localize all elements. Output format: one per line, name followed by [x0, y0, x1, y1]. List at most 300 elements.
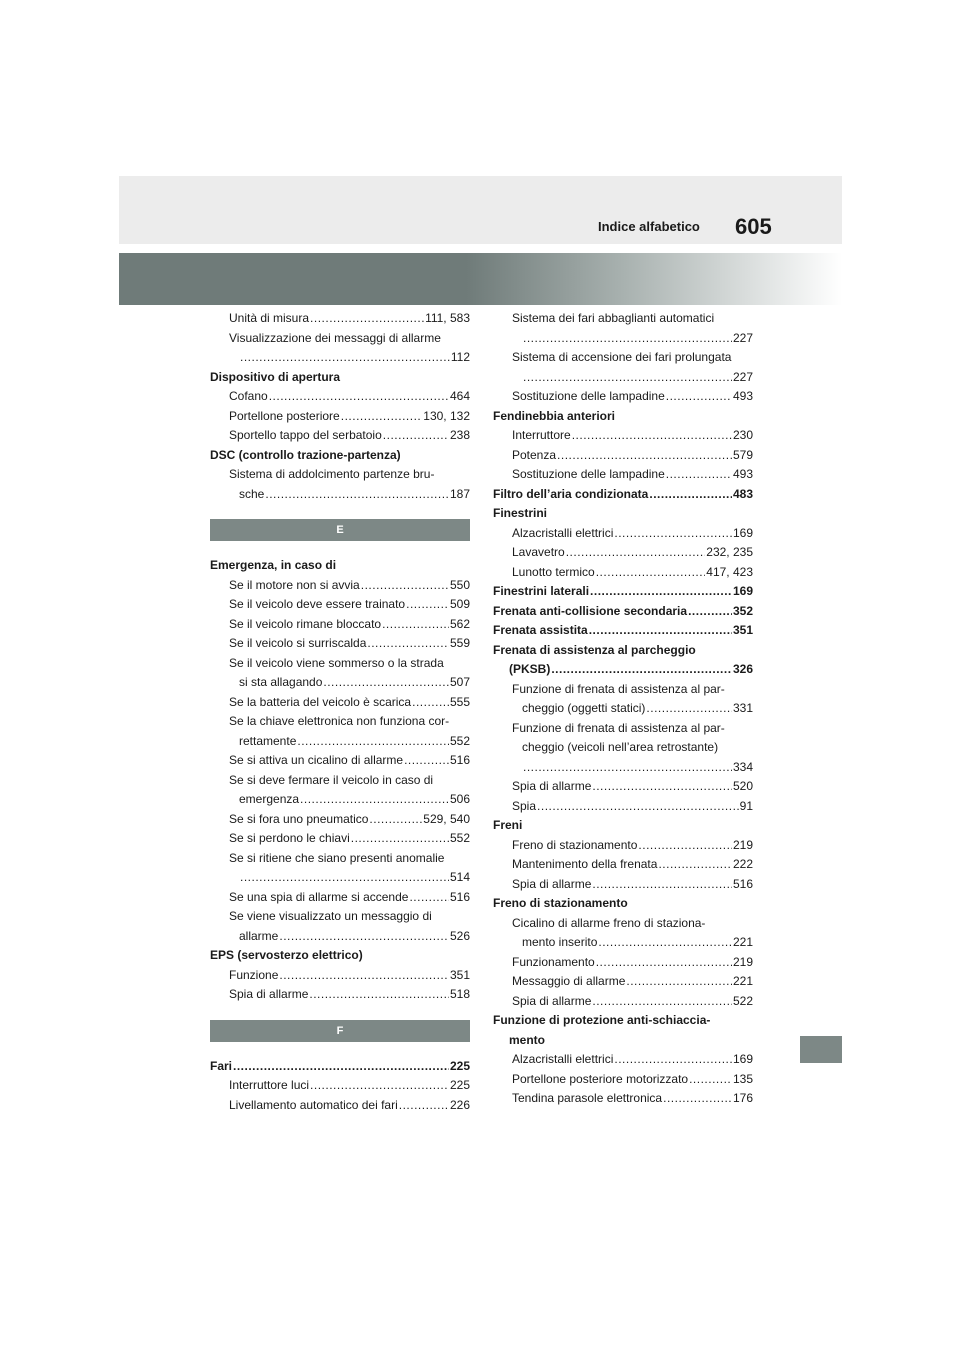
page-reference: 135 [732, 1071, 753, 1086]
index-line [229, 485, 470, 505]
dot-leader [406, 595, 449, 615]
index-subentry [493, 446, 753, 466]
page-reference: 352 [732, 603, 753, 618]
index-term: Tendina parasole elettronica [512, 1091, 663, 1105]
page-reference: 331 [732, 701, 753, 715]
index-line [493, 641, 753, 661]
index-line [229, 712, 470, 732]
dot-leader [598, 933, 732, 953]
index-subentry [493, 1089, 753, 1109]
page-reference: 529, 540 [423, 811, 470, 826]
dot-leader [279, 966, 449, 986]
dot-leader [592, 992, 732, 1012]
index-line [229, 1076, 470, 1096]
page-reference: 221 [732, 974, 753, 988]
index-line [229, 329, 470, 349]
page-reference: 518 [449, 987, 470, 1001]
index-line [512, 309, 753, 329]
index-heading [493, 602, 753, 622]
index-term: Se si deve fermare il veicolo in caso di [229, 772, 434, 787]
index-term: Visualizzazione dei messaggi di allarme [229, 330, 441, 345]
index-line [229, 849, 470, 869]
index-subentry [210, 329, 470, 368]
page-reference: 493 [732, 389, 753, 403]
index-term: (PKSB) [509, 662, 551, 676]
dot-leader [688, 602, 732, 622]
page-number: 605 [735, 214, 772, 239]
dot-leader [592, 777, 732, 797]
index-line [210, 446, 470, 466]
index-subentry [210, 810, 470, 830]
index-heading [493, 816, 753, 836]
index-line [229, 907, 470, 927]
index-term: Potenza [512, 447, 557, 462]
page-reference: 187 [449, 486, 470, 501]
index-term: Filtro dell’aria condizionata [493, 486, 649, 501]
page-reference: 226 [449, 1097, 470, 1112]
index-term: Spia di allarme [229, 987, 309, 1001]
dot-leader [537, 797, 739, 817]
index-term: Se la chiave elettronica non funziona cor- [229, 714, 450, 728]
page-reference: 225 [449, 1058, 470, 1073]
index-term: Se si attiva un cicalino di allarme [229, 753, 404, 767]
page-reference: 464 [449, 389, 470, 403]
index-subentry [210, 829, 470, 849]
index-line [512, 329, 753, 349]
index-subentry [210, 888, 470, 908]
index-term: si sta allagando [239, 675, 323, 689]
index-term: Cofano [229, 389, 268, 403]
dot-leader [523, 368, 732, 388]
index-term: Unità di misura [229, 311, 310, 325]
index-line [210, 556, 470, 576]
index-line [512, 524, 753, 544]
index-line [512, 563, 753, 583]
index-heading [493, 485, 753, 505]
index-subentry [493, 348, 753, 387]
index-subentry [493, 309, 753, 348]
index-line [229, 654, 470, 674]
index-line [493, 602, 753, 622]
decorative-gradient-bar [119, 253, 842, 305]
dot-leader [663, 1089, 732, 1109]
page-reference: 514 [449, 870, 470, 884]
dot-leader [666, 387, 732, 407]
dot-leader [309, 985, 449, 1005]
index-term: cheggio (veicoli nell’area retrostante) [522, 740, 719, 754]
page-reference: 516 [449, 753, 470, 767]
dot-leader [590, 582, 732, 602]
index-term: Se la batteria del veicolo è scarica [229, 694, 412, 709]
dot-leader [279, 927, 449, 947]
page-reference: 227 [732, 369, 753, 384]
index-term: Sistema di addolcimento partenze bru- [229, 467, 435, 481]
index-line [512, 797, 753, 817]
index-heading [493, 641, 753, 680]
index-line [229, 693, 470, 713]
dot-leader [638, 836, 732, 856]
index-term: mento [509, 1032, 545, 1047]
index-line [512, 777, 753, 797]
index-term: Sistema di accensione dei fari prolungata [512, 350, 732, 364]
index-heading [493, 621, 753, 641]
index-column-right [493, 309, 753, 1109]
index-term: Se si perdono le chiavi [229, 831, 350, 845]
index-subentry [493, 953, 753, 973]
index-subentry [493, 524, 753, 544]
index-line [229, 732, 470, 752]
index-heading [210, 946, 470, 966]
index-term: Fendinebbia anteriori [493, 408, 616, 423]
index-subentry [493, 972, 753, 992]
page-reference: 509 [449, 597, 470, 611]
index-line [229, 387, 470, 407]
page-reference: 579 [732, 447, 753, 462]
index-term: mento inserito [522, 935, 598, 949]
dot-leader [269, 387, 449, 407]
chapter-thumb-tab [800, 1036, 842, 1063]
dot-leader [596, 563, 706, 583]
page-reference: 493 [732, 467, 753, 481]
index-term: Finestrini laterali [493, 584, 590, 598]
index-term: Sostituzione delle lampadine [512, 389, 665, 403]
page-reference: 169 [732, 584, 753, 598]
index-term: Freni [493, 818, 523, 832]
index-term: Se il veicolo rimane bloccato [229, 616, 382, 631]
index-heading [210, 556, 470, 576]
dot-leader [592, 875, 732, 895]
index-subentry [493, 426, 753, 446]
page-reference: 507 [449, 675, 470, 689]
index-term: sche [239, 486, 265, 501]
page-reference: 326 [732, 662, 753, 676]
page-reference: 112 [450, 350, 470, 364]
index-term: Se si ritiene che siano presenti anomalie [229, 850, 445, 865]
index-line [512, 836, 753, 856]
index-subentry [210, 387, 470, 407]
dot-leader [341, 407, 423, 427]
index-term: Funzione di protezione anti-schiaccia- [493, 1013, 711, 1027]
index-block [493, 309, 753, 1109]
page-reference: 169 [732, 1052, 753, 1066]
index-line [512, 933, 753, 953]
page-reference: 417, 423 [706, 564, 753, 579]
index-line [512, 875, 753, 895]
index-line [229, 810, 470, 830]
dot-leader [658, 855, 732, 875]
page-reference: 232, 235 [706, 545, 753, 559]
page-reference: 230 [732, 428, 753, 442]
index-term: Sportello tappo del serbatoio [229, 428, 382, 442]
index-subentry [493, 543, 753, 563]
page-reference: 522 [732, 993, 753, 1008]
index-subentry [210, 849, 470, 888]
index-line [493, 660, 753, 680]
index-heading [493, 582, 753, 602]
index-line [512, 992, 753, 1012]
dot-leader [614, 1050, 732, 1070]
index-subentry [493, 1050, 753, 1070]
index-line [493, 485, 753, 505]
index-line [210, 1057, 470, 1077]
dot-leader [614, 524, 732, 544]
index-term: Sostituzione delle lampadine [512, 467, 665, 481]
dot-leader [383, 426, 449, 446]
index-column-left [210, 309, 470, 1115]
page-reference: 225 [449, 1078, 470, 1092]
index-block [210, 1057, 470, 1116]
index-term: Finestrini [493, 506, 548, 520]
page-reference: 219 [732, 954, 753, 969]
page-reference: 169 [732, 525, 753, 540]
index-term: Funzione di frenata di assistenza al par- [512, 681, 725, 696]
index-subentry [210, 907, 470, 946]
index-line [229, 407, 470, 427]
index-heading [210, 1057, 470, 1077]
page-reference: 222 [732, 857, 753, 871]
index-line [512, 855, 753, 875]
index-heading [493, 894, 753, 914]
dot-leader [300, 790, 449, 810]
index-heading [210, 446, 470, 466]
index-term: Dispositivo di apertura [210, 369, 341, 384]
index-term: Lunotto termico [512, 564, 595, 579]
page-reference: 227 [732, 330, 753, 345]
dot-leader [233, 1057, 449, 1077]
index-term: Se il veicolo viene sommerso o la strada [229, 655, 444, 670]
index-subentry [210, 407, 470, 427]
dot-leader [557, 446, 732, 466]
index-heading [493, 1011, 753, 1050]
index-line [229, 426, 470, 446]
index-line [229, 888, 470, 908]
index-line [512, 543, 753, 563]
index-line [210, 368, 470, 388]
index-subentry [493, 465, 753, 485]
dot-leader [240, 348, 450, 368]
dot-leader [265, 485, 449, 505]
index-block [210, 309, 470, 504]
index-term: EPS (servosterzo elettrico) [210, 948, 363, 962]
index-line [512, 719, 753, 739]
dot-leader [323, 673, 449, 693]
index-line [493, 1031, 753, 1051]
index-subentry [210, 309, 470, 329]
index-subentry [493, 992, 753, 1012]
index-term: Spia di allarme [512, 779, 592, 793]
index-term: Sistema dei fari abbaglianti automatici [512, 311, 715, 325]
index-term: Cicalino di allarme freno di staziona- [512, 915, 706, 930]
section-letter-e: E [210, 519, 470, 541]
index-line [493, 621, 753, 641]
index-subentry [493, 777, 753, 797]
dot-leader [310, 309, 424, 329]
page-reference: 219 [732, 837, 753, 852]
page-reference: 176 [732, 1091, 753, 1105]
index-subentry [210, 985, 470, 1005]
index-line [229, 829, 470, 849]
index-term: Freno di stazionamento [493, 896, 628, 910]
index-subentry [493, 875, 753, 895]
index-line [512, 1070, 753, 1090]
page-reference: 334 [732, 759, 753, 774]
page-reference: 238 [449, 428, 470, 442]
index-line [493, 1011, 753, 1031]
index-line [229, 595, 470, 615]
index-line [493, 582, 753, 602]
dot-leader [367, 634, 449, 654]
dot-leader [297, 732, 449, 752]
dot-leader [551, 660, 732, 680]
dot-leader [369, 810, 422, 830]
index-subentry [210, 426, 470, 446]
index-line [512, 387, 753, 407]
index-line [229, 966, 470, 986]
index-subentry [210, 465, 470, 504]
index-line [512, 680, 753, 700]
index-line [512, 465, 753, 485]
index-line [512, 953, 753, 973]
section-letter-f: F [210, 1020, 470, 1042]
index-line [512, 368, 753, 388]
index-subentry [210, 615, 470, 635]
index-term: Funzione di frenata di assistenza al par- [512, 720, 725, 735]
dot-leader [666, 465, 732, 485]
page-reference: 221 [732, 935, 753, 949]
index-line [229, 634, 470, 654]
index-term: Emergenza, in caso di [210, 558, 337, 572]
index-term: Spia [512, 798, 537, 813]
index-term: Frenata anti-collisione secondaria [493, 603, 688, 618]
dot-leader [649, 485, 732, 505]
dot-leader [572, 426, 732, 446]
dot-leader [310, 1076, 449, 1096]
dot-leader [399, 1096, 449, 1116]
page-reference: 351 [732, 623, 753, 637]
index-subentry [210, 1076, 470, 1096]
index-subentry [210, 654, 470, 693]
index-line [210, 946, 470, 966]
index-block [210, 556, 470, 1005]
page-reference: 506 [449, 792, 470, 806]
page-reference: 516 [732, 876, 753, 891]
index-line [512, 1050, 753, 1070]
dot-leader [596, 953, 732, 973]
index-subentry [493, 797, 753, 817]
page-reference: 130, 132 [423, 408, 470, 423]
dot-leader [646, 699, 732, 719]
index-term: Interruttore luci [229, 1078, 310, 1092]
index-heading [493, 504, 753, 524]
index-term: Se si fora uno pneumatico [229, 811, 369, 826]
index-line [493, 894, 753, 914]
page-reference: 516 [449, 889, 470, 904]
dot-leader [240, 868, 449, 888]
dot-leader [412, 693, 449, 713]
index-line [229, 927, 470, 947]
index-line [512, 1089, 753, 1109]
page-reference: 559 [449, 636, 470, 650]
page-reference: 111, 583 [425, 311, 470, 325]
index-term: Spia di allarme [512, 993, 592, 1008]
index-term: Freno di stazionamento [512, 837, 638, 852]
page-reference: 351 [449, 967, 470, 982]
index-term: Alzacristalli elettrici [512, 1052, 614, 1066]
page-reference: 550 [449, 577, 470, 592]
dot-leader [409, 888, 449, 908]
index-line [229, 465, 470, 485]
index-subentry [210, 966, 470, 986]
index-line [512, 446, 753, 466]
index-subentry [493, 914, 753, 953]
index-line [229, 790, 470, 810]
index-line [493, 407, 753, 427]
index-line [229, 751, 470, 771]
index-heading [493, 407, 753, 427]
index-subentry [493, 719, 753, 778]
index-term: Frenata assistita [493, 623, 588, 637]
index-term: rettamente [239, 733, 297, 748]
index-term: Interruttore [512, 428, 571, 442]
dot-leader [689, 1070, 732, 1090]
dot-leader [382, 615, 449, 635]
index-term: Portellone posteriore motorizzato [512, 1071, 689, 1086]
index-line [512, 758, 753, 778]
index-subentry [210, 634, 470, 654]
index-term: Se una spia di allarme si accende [229, 889, 409, 904]
index-subentry [493, 680, 753, 719]
page-reference: 552 [449, 733, 470, 748]
index-line [512, 914, 753, 934]
index-term: Se viene visualizzato un messaggio di [229, 909, 432, 923]
index-term: Se il motore non si avvia [229, 577, 360, 592]
dot-leader [523, 758, 732, 778]
index-line [512, 348, 753, 368]
page-reference: 562 [449, 616, 470, 631]
index-subentry [493, 836, 753, 856]
index-line [229, 348, 470, 368]
index-term: Messaggio di allarme [512, 974, 626, 988]
dot-leader [626, 972, 732, 992]
page-reference: 483 [732, 486, 753, 501]
header-band [119, 176, 842, 244]
dot-leader [361, 576, 449, 596]
index-subentry [210, 1096, 470, 1116]
index-line [229, 615, 470, 635]
index-subentry [210, 693, 470, 713]
index-subentry [210, 771, 470, 810]
index-line [229, 576, 470, 596]
index-subentry [493, 855, 753, 875]
index-term: Livellamento automatico dei fari [229, 1097, 398, 1112]
index-line [229, 1096, 470, 1116]
dot-leader [404, 751, 449, 771]
page-reference: 91 [739, 798, 753, 813]
index-line [512, 426, 753, 446]
index-subentry [493, 1070, 753, 1090]
index-term: Lavavetro [512, 545, 565, 559]
index-line [229, 309, 470, 329]
index-subentry [210, 751, 470, 771]
index-term: Spia di allarme [512, 876, 592, 891]
dot-leader [523, 329, 732, 349]
index-subentry [210, 576, 470, 596]
index-heading [210, 368, 470, 388]
index-line [493, 504, 753, 524]
index-term: Funzione [229, 967, 279, 982]
index-term: Alzacristalli elettrici [512, 525, 614, 540]
page-reference: 552 [449, 831, 470, 845]
